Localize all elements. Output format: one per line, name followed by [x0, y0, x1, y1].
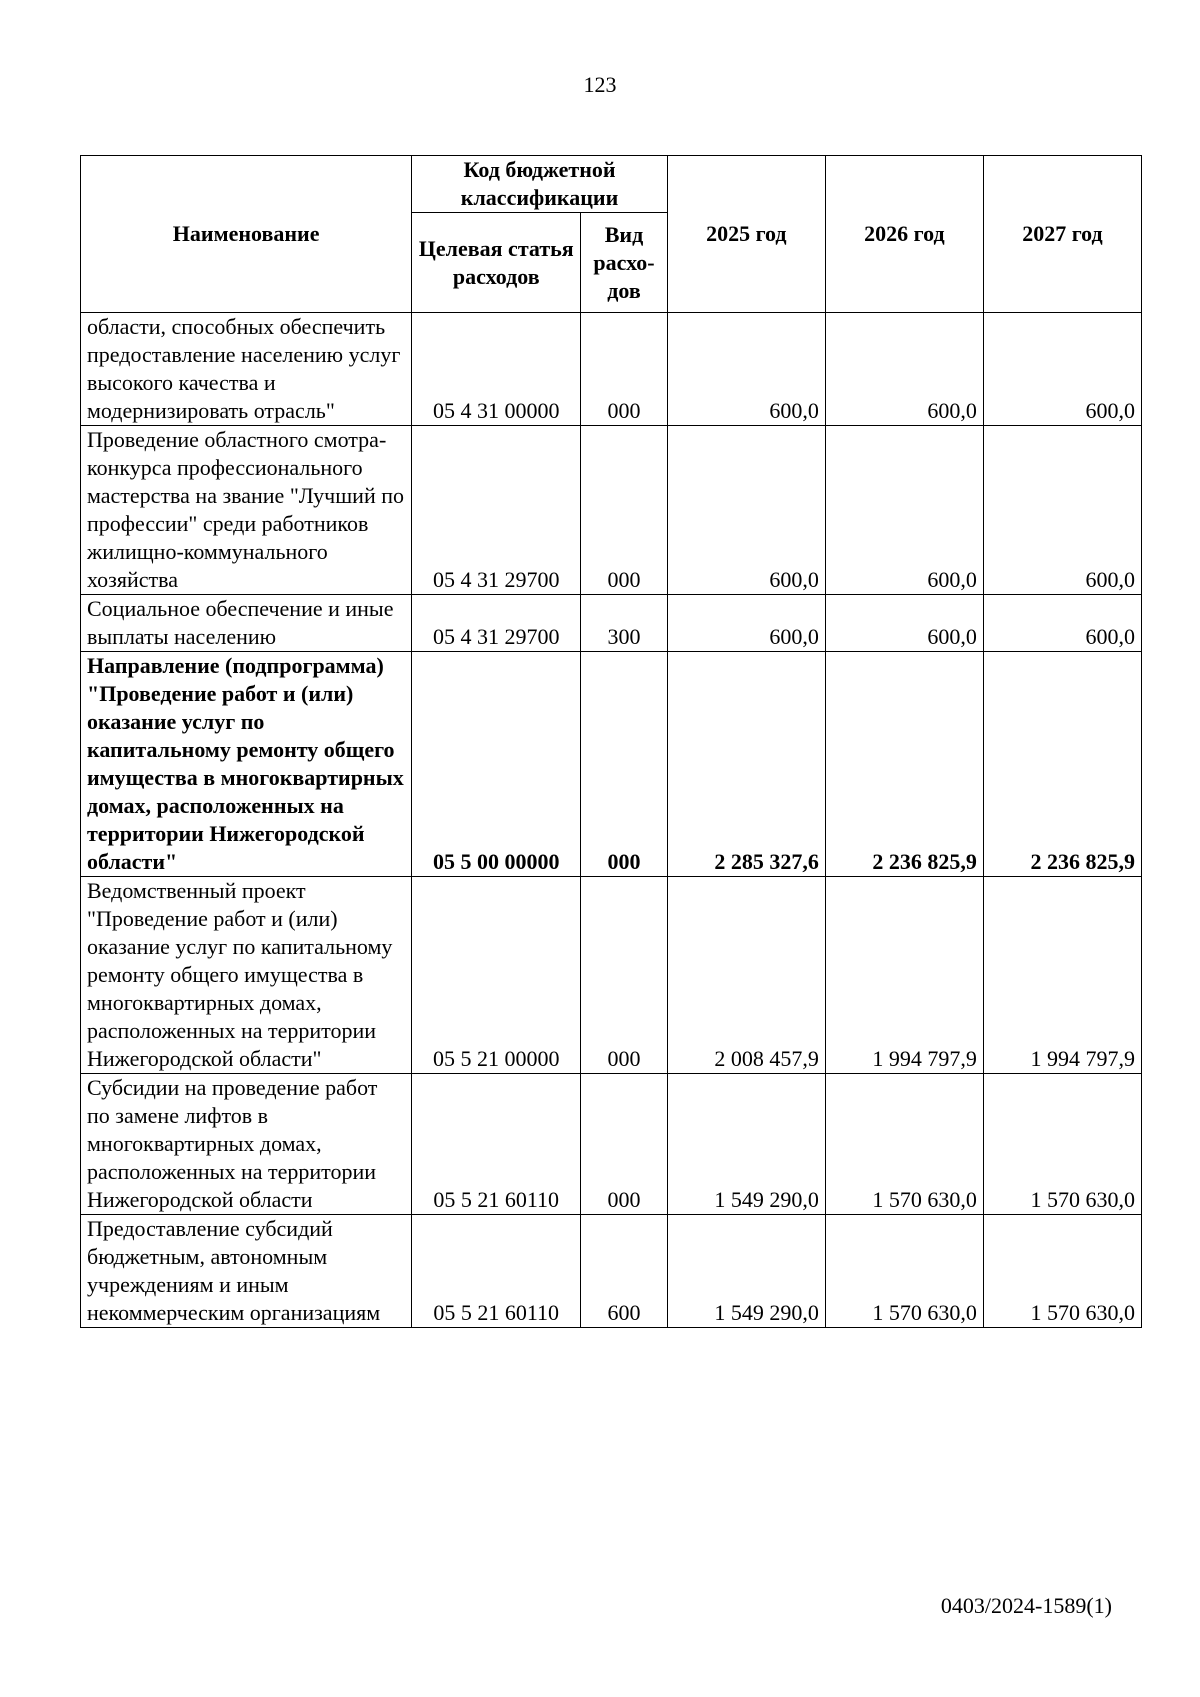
table-row: [81, 877, 1142, 1074]
cell-name: Субсидии на проведение работ по замене лифтов в многоквартирных домах, расположенных на территории Нижегородской области: [81, 1074, 412, 1215]
table-row: [81, 595, 1142, 652]
cell-y2027: 1 570 630,0: [983, 1074, 1141, 1215]
header-target-article: Целевая статья расходов: [412, 213, 581, 313]
cell-y2027: 2 236 825,9: [983, 652, 1141, 877]
cell-type: 000: [581, 426, 668, 595]
cell-type: 000: [581, 652, 668, 877]
cell-target: 05 4 31 29700: [412, 426, 581, 595]
cell-y2026: 1 994 797,9: [825, 877, 983, 1074]
header-2027: 2027 год: [983, 156, 1141, 313]
table-row: [81, 652, 1142, 877]
cell-y2027: 600,0: [983, 426, 1141, 595]
table-row: [81, 426, 1142, 595]
cell-type: 000: [581, 1074, 668, 1215]
cell-y2027: 1 994 797,9: [983, 877, 1141, 1074]
cell-target: 05 5 00 00000: [412, 652, 581, 877]
cell-y2026: 1 570 630,0: [825, 1074, 983, 1215]
cell-y2027: 1 570 630,0: [983, 1215, 1141, 1328]
cell-target: 05 5 21 60110: [412, 1074, 581, 1215]
cell-name: Проведение областного смотра-конкурса профессионального мастерства на звание "Лучший по профессии" среди работников жилищно-коммунального хозяйства: [81, 426, 412, 595]
cell-y2025: 1 549 290,0: [667, 1074, 825, 1215]
cell-y2025: 600,0: [667, 595, 825, 652]
cell-type: 000: [581, 877, 668, 1074]
header-name: Наименование: [81, 156, 412, 313]
cell-y2027: 600,0: [983, 595, 1141, 652]
cell-y2025: 2 008 457,9: [667, 877, 825, 1074]
cell-y2027: 600,0: [983, 313, 1141, 426]
table-row: [81, 1074, 1142, 1215]
document-number: 0403/2024-1589(1): [940, 1593, 1112, 1618]
cell-y2026: 600,0: [825, 426, 983, 595]
cell-type: 300: [581, 595, 668, 652]
cell-type: 600: [581, 1215, 668, 1328]
cell-name: Ведомственный проект "Проведение работ и (или) оказание услуг по капитальному ремонту общего имущества в многоквартирных домах, расположенных на территории Нижегородской области": [81, 877, 412, 1074]
budget-table: [80, 155, 1142, 1328]
cell-target: 05 4 31 29700: [412, 595, 581, 652]
cell-target: 05 5 21 00000: [412, 877, 581, 1074]
cell-y2026: 2 236 825,9: [825, 652, 983, 877]
page-number: 123: [583, 72, 617, 97]
cell-type: 000: [581, 313, 668, 426]
header-2026: 2026 год: [825, 156, 983, 313]
cell-name: области, способных обеспечить предоставление населению услуг высокого качества и модернизировать отрасль": [81, 313, 412, 426]
header-code-group: Код бюджетной классификации: [412, 156, 668, 213]
cell-y2025: 600,0: [667, 426, 825, 595]
table-row: [81, 1215, 1142, 1328]
header-2025: 2025 год: [667, 156, 825, 313]
cell-y2025: 2 285 327,6: [667, 652, 825, 877]
cell-name: Социальное обеспечение и иные выплаты населению: [81, 595, 412, 652]
table-row: [81, 313, 1142, 426]
cell-name: Направление (подпрограмма) "Проведение работ и (или) оказание услуг по капитальному ремонту общего имущества в многоквартирных домах, расположенных на территории Нижегородской области": [81, 652, 412, 877]
header-expense-type: Вид расхо-дов: [581, 213, 668, 313]
cell-target: 05 5 21 60110: [412, 1215, 581, 1328]
cell-name: Предоставление субсидий бюджетным, автономным учреждениям и иным некоммерческим организациям: [81, 1215, 412, 1328]
cell-y2025: 1 549 290,0: [667, 1215, 825, 1328]
cell-y2025: 600,0: [667, 313, 825, 426]
cell-y2026: 600,0: [825, 313, 983, 426]
table-body: [81, 313, 1142, 1328]
cell-y2026: 1 570 630,0: [825, 1215, 983, 1328]
table-header: [81, 156, 1142, 313]
cell-target: 05 4 31 00000: [412, 313, 581, 426]
cell-y2026: 600,0: [825, 595, 983, 652]
